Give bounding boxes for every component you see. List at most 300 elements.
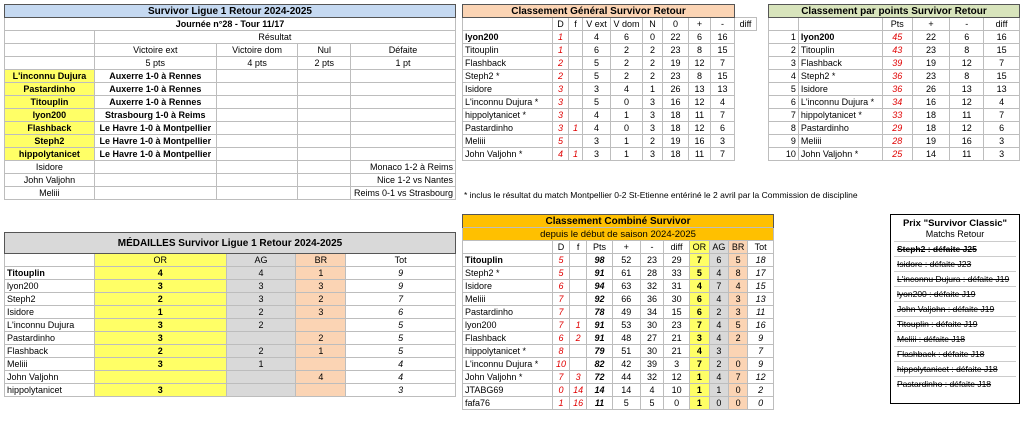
combined-cell: 51	[612, 345, 640, 358]
match-def: Nice 1-2 vs Nantes	[351, 174, 456, 187]
points-cell: 14	[912, 148, 950, 161]
combined-cell	[570, 306, 587, 319]
player-name: lyon200	[5, 280, 95, 293]
general-col: N	[643, 18, 663, 31]
prix-subtitle: Matchs Retour	[925, 229, 985, 239]
general-cell: 4	[583, 31, 611, 44]
match-ext	[94, 161, 216, 174]
general-row	[463, 122, 757, 135]
combined-cell: 30	[640, 319, 664, 332]
player-name: Steph2	[5, 135, 95, 148]
points-cell: 13	[950, 83, 984, 96]
points-cell: 10	[769, 148, 799, 161]
prix-list	[891, 241, 1019, 391]
combined-cell: 0	[552, 384, 569, 397]
points-cell: 29	[882, 122, 912, 135]
match-dom	[216, 174, 298, 187]
combined-cell: 23	[664, 319, 690, 332]
medals-row	[5, 293, 456, 306]
medals-cell: 6	[346, 306, 456, 319]
pts-def: 1 pt	[351, 57, 456, 70]
general-cell	[569, 135, 583, 148]
combined-row	[463, 319, 774, 332]
medals-cell	[296, 319, 346, 332]
general-cell: 8	[689, 70, 711, 83]
general-cell: 2	[643, 44, 663, 57]
medals-row	[5, 306, 456, 319]
medals-row	[5, 319, 456, 332]
player-name: L'inconnu Dujura *	[463, 358, 553, 371]
match-nul	[298, 148, 351, 161]
survivor-row	[5, 109, 456, 122]
general-row	[463, 83, 757, 96]
medals-cell: 3	[94, 384, 226, 397]
combined-row	[463, 371, 774, 384]
prix-entry: Titouplin : défaite J19	[894, 316, 1016, 331]
match-ext: Auxerre 1-0 à Rennes	[94, 96, 216, 109]
player-name: Isidore	[798, 83, 882, 96]
combined-cell: 6	[552, 332, 569, 345]
general-cell: 3	[553, 83, 569, 96]
general-cell: 18	[663, 148, 689, 161]
points-cell: 16	[950, 135, 984, 148]
general-ranking-table	[462, 4, 757, 161]
general-cell: 5	[583, 57, 611, 70]
combined-cell: 1	[552, 397, 569, 410]
survivor-title: Survivor Ligue 1 Retour 2024-2025	[5, 5, 456, 18]
medals-cell: 2	[94, 293, 226, 306]
general-row	[463, 44, 757, 57]
combined-col: f	[570, 241, 587, 254]
player-name: John Valjohn *	[463, 371, 553, 384]
player-name: Steph2	[5, 293, 95, 306]
medals-cell: 3	[296, 306, 346, 319]
combined-cell: 16	[748, 319, 774, 332]
combined-cell: 91	[587, 267, 613, 280]
combined-subtitle: depuis le début de saison 2024-2025	[463, 228, 774, 241]
prix-box	[890, 214, 1020, 404]
general-row	[463, 148, 757, 161]
pts-ext: 5 pts	[94, 57, 216, 70]
points-cell: 28	[882, 135, 912, 148]
match-ext: Strasbourg 1-0 à Reims	[94, 109, 216, 122]
combined-rows	[463, 254, 774, 410]
general-cell: 5	[553, 135, 569, 148]
player-name: John Valjohn *	[798, 148, 882, 161]
medals-cell: 5	[346, 319, 456, 332]
match-dom	[216, 83, 298, 96]
general-cell: 12	[689, 122, 711, 135]
general-row	[463, 57, 757, 70]
prix-entry: L'inconnu Dujura : défaite J19	[894, 271, 1016, 286]
combined-cell: 0	[729, 358, 748, 371]
combined-cell: 63	[612, 280, 640, 293]
combined-row	[463, 358, 774, 371]
combined-col: Tot	[748, 241, 774, 254]
points-row	[769, 135, 1020, 148]
combined-cell	[570, 280, 587, 293]
combined-row	[463, 293, 774, 306]
general-col: -	[711, 18, 735, 31]
player-name: L'inconnu Dujura *	[798, 96, 882, 109]
combined-cell: 5	[640, 397, 664, 410]
combined-cell: 92	[587, 293, 613, 306]
combined-cell: 7	[748, 345, 774, 358]
combined-col: AG	[709, 241, 728, 254]
match-def	[351, 96, 456, 109]
match-nul	[298, 70, 351, 83]
player-name: hippolytanicet *	[463, 345, 553, 358]
general-cell: 1	[569, 122, 583, 135]
match-nul	[298, 187, 351, 200]
combined-cell: 1	[689, 397, 709, 410]
player-name: Titouplin	[798, 44, 882, 57]
combined-cell: 27	[640, 332, 664, 345]
general-cell: 26	[663, 83, 689, 96]
match-dom	[216, 135, 298, 148]
combined-cell: 13	[748, 293, 774, 306]
player-name: lyon200	[798, 31, 882, 44]
general-cell: 22	[663, 31, 689, 44]
medals-cell: 9	[346, 267, 456, 280]
medals-cell: 3	[94, 280, 226, 293]
medals-cell: 4	[94, 267, 226, 280]
combined-cell: 4	[640, 384, 664, 397]
combined-cell: 91	[587, 319, 613, 332]
points-col: diff	[984, 18, 1020, 31]
combined-cell: 5	[552, 267, 569, 280]
combined-cell: 21	[664, 345, 690, 358]
player-name: L'inconnu Dujura *	[463, 96, 553, 109]
combined-cell: 28	[640, 267, 664, 280]
combined-cell: 72	[587, 371, 613, 384]
points-row	[769, 83, 1020, 96]
general-cell: 0	[643, 31, 663, 44]
combined-cell: 29	[664, 254, 690, 267]
combined-cell: 66	[612, 293, 640, 306]
general-cell: 13	[711, 83, 735, 96]
general-cell: 2	[553, 57, 569, 70]
combined-row	[463, 280, 774, 293]
combined-cell: 6	[689, 306, 709, 319]
medals-cell: 9	[346, 280, 456, 293]
general-cell: 4	[583, 109, 611, 122]
points-cell: 15	[984, 70, 1020, 83]
combined-cell: 3	[664, 358, 690, 371]
medals-row	[5, 345, 456, 358]
combined-cell: 4	[709, 371, 728, 384]
player-name: lyon200	[463, 319, 553, 332]
col-victoire-dom: Victoire dom	[216, 44, 298, 57]
general-cell: 12	[689, 96, 711, 109]
player-name: L'inconnu Dujura	[5, 70, 95, 83]
general-cell	[569, 57, 583, 70]
general-col: diff	[735, 18, 757, 31]
combined-cell: 2	[709, 306, 728, 319]
general-cell: 18	[663, 122, 689, 135]
general-header-row	[463, 18, 757, 31]
combined-cell: 36	[640, 293, 664, 306]
general-cell	[569, 31, 583, 44]
general-cell: 12	[689, 57, 711, 70]
combined-cell	[570, 254, 587, 267]
combined-cell: 14	[570, 384, 587, 397]
points-cell: 36	[882, 70, 912, 83]
general-cell: 23	[663, 70, 689, 83]
survivor-row	[5, 135, 456, 148]
general-cell: 16	[711, 31, 735, 44]
combined-cell: 1	[689, 371, 709, 384]
medals-cell: 4	[346, 358, 456, 371]
survivor-row	[5, 174, 456, 187]
medals-cell: 7	[346, 293, 456, 306]
general-cell: 4	[711, 96, 735, 109]
points-title: Classement par points Survivor Retour	[769, 5, 1020, 18]
medals-cell: 3	[94, 332, 226, 345]
points-cell: 7	[984, 57, 1020, 70]
points-rows	[769, 31, 1020, 161]
combined-cell: 94	[587, 280, 613, 293]
combined-col: OR	[689, 241, 709, 254]
general-cell: 16	[689, 135, 711, 148]
general-cell: 18	[663, 109, 689, 122]
combined-cell: 61	[612, 267, 640, 280]
medals-cell: 2	[296, 332, 346, 345]
combined-cell: 52	[612, 254, 640, 267]
combined-row	[463, 345, 774, 358]
points-cell: 5	[769, 83, 799, 96]
general-cell: 7	[711, 148, 735, 161]
combined-cell: 30	[640, 345, 664, 358]
medals-table	[4, 232, 456, 397]
match-def: Reims 0-1 vs Strasbourg	[351, 187, 456, 200]
points-cell: 18	[912, 109, 950, 122]
player-name: John Valjohn	[5, 174, 95, 187]
points-row	[769, 70, 1020, 83]
points-cell: 4	[984, 96, 1020, 109]
pts-dom: 4 pts	[216, 57, 298, 70]
combined-cell: 32	[640, 280, 664, 293]
medals-cell	[226, 384, 296, 397]
combined-cell: 5	[689, 267, 709, 280]
player-name: hippolytanicet	[5, 384, 95, 397]
player-name: Flashback	[463, 332, 553, 345]
player-name: Pastardinho	[798, 122, 882, 135]
points-row	[769, 96, 1020, 109]
medals-title: MÉDAILLES Survivor Ligue 1 Retour 2024-2025	[5, 233, 456, 254]
combined-cell: 8	[552, 345, 569, 358]
survivor-table	[4, 4, 456, 200]
combined-ranking-table	[462, 214, 774, 410]
general-cell: 23	[663, 44, 689, 57]
general-cell: 3	[643, 96, 663, 109]
match-ext: Le Havre 1-0 à Montpellier	[94, 135, 216, 148]
match-dom	[216, 161, 298, 174]
survivor-row	[5, 148, 456, 161]
combined-cell: 7	[689, 319, 709, 332]
medals-cell: 3	[296, 280, 346, 293]
combined-cell: 7	[552, 319, 569, 332]
combined-cell: 3	[729, 293, 748, 306]
combined-cell	[729, 345, 748, 358]
prix-entry: lyon200 : défaite J19	[894, 286, 1016, 301]
match-def	[351, 122, 456, 135]
medals-rows	[5, 267, 456, 397]
combined-cell: 3	[689, 332, 709, 345]
prix-entry: Meliii : défaite J18	[894, 331, 1016, 346]
combined-cell: 1	[570, 319, 587, 332]
medals-col-tot: Tot	[346, 254, 456, 267]
medals-cell: 3	[94, 319, 226, 332]
combined-cell: 14	[587, 384, 613, 397]
points-cell: 36	[882, 83, 912, 96]
player-name: Flashback	[463, 57, 553, 70]
combined-cell: 7	[552, 306, 569, 319]
player-name: Meliii	[463, 135, 553, 148]
medals-cell: 1	[296, 345, 346, 358]
general-cell: 3	[583, 135, 611, 148]
match-def	[351, 70, 456, 83]
combined-cell: 0	[729, 384, 748, 397]
combined-cell: 39	[640, 358, 664, 371]
general-cell: 3	[553, 109, 569, 122]
combined-cell: 4	[689, 345, 709, 358]
points-col: Pts	[882, 18, 912, 31]
general-cell: 3	[643, 122, 663, 135]
combined-row	[463, 384, 774, 397]
match-def	[351, 83, 456, 96]
prix-title: Prix "Survivor Classic"	[902, 218, 1008, 229]
points-cell: 3	[984, 148, 1020, 161]
general-cell: 13	[689, 83, 711, 96]
match-dom	[216, 122, 298, 135]
player-name: Flashback	[5, 345, 95, 358]
player-name: Isidore	[463, 83, 553, 96]
medals-cell: 3	[94, 358, 226, 371]
survivor-row	[5, 96, 456, 109]
medals-cell: 2	[226, 306, 296, 319]
combined-cell: 0	[748, 397, 774, 410]
general-cell: 3	[643, 148, 663, 161]
player-name: Pastardinho	[5, 332, 95, 345]
points-cell: 9	[769, 135, 799, 148]
combined-cell: 8	[729, 267, 748, 280]
combined-cell: 15	[748, 280, 774, 293]
combined-cell: 4	[729, 280, 748, 293]
points-cell: 12	[950, 96, 984, 109]
combined-cell: 9	[748, 358, 774, 371]
combined-cell: 12	[748, 371, 774, 384]
combined-cell: 9	[748, 332, 774, 345]
general-cell: 2	[611, 57, 643, 70]
combined-cell: 1	[689, 384, 709, 397]
general-cell: 1	[611, 135, 643, 148]
points-cell: 45	[882, 31, 912, 44]
combined-col: Pts	[587, 241, 613, 254]
general-cell: 4	[583, 122, 611, 135]
combined-cell: 4	[709, 332, 728, 345]
medals-cell: 4	[346, 371, 456, 384]
player-name: Flashback	[798, 57, 882, 70]
match-def	[351, 109, 456, 122]
medals-cell: 1	[94, 306, 226, 319]
medals-row	[5, 358, 456, 371]
general-cell: 7	[711, 57, 735, 70]
player-name: Steph2 *	[463, 70, 553, 83]
combined-cell: 5	[729, 254, 748, 267]
general-cell: 6	[611, 31, 643, 44]
player-name: Pastardinho	[5, 83, 95, 96]
player-name: John Valjohn	[5, 371, 95, 384]
player-name: hippolytanicet *	[463, 109, 553, 122]
general-col: f	[569, 18, 583, 31]
general-cell: 1	[569, 148, 583, 161]
player-name: hippolytanicet *	[798, 109, 882, 122]
combined-row	[463, 254, 774, 267]
general-row	[463, 70, 757, 83]
medals-cell: 5	[346, 332, 456, 345]
general-col: V dom	[611, 18, 643, 31]
medals-cell: 2	[226, 345, 296, 358]
general-cell: 2	[611, 70, 643, 83]
match-ext: Auxerre 1-0 à Rennes	[94, 70, 216, 83]
player-name: Isidore	[5, 306, 95, 319]
col-defaite: Défaite	[351, 44, 456, 57]
general-cell: 16	[663, 96, 689, 109]
points-cell: 7	[984, 109, 1020, 122]
general-cell: 3	[643, 109, 663, 122]
points-cell: 3	[769, 57, 799, 70]
match-dom	[216, 96, 298, 109]
combined-cell: 34	[640, 306, 664, 319]
combined-row	[463, 332, 774, 345]
combined-cell: 2	[748, 384, 774, 397]
combined-cell: 2	[570, 332, 587, 345]
points-cell: 2	[769, 44, 799, 57]
points-cell: 16	[984, 31, 1020, 44]
points-cell: 13	[984, 83, 1020, 96]
medals-cell: 2	[296, 293, 346, 306]
medals-row	[5, 371, 456, 384]
combined-cell: 17	[748, 267, 774, 280]
combined-cell: 4	[709, 319, 728, 332]
col-victoire-ext: Victoire ext	[94, 44, 216, 57]
combined-cell: 33	[664, 267, 690, 280]
medals-cell	[226, 371, 296, 384]
combined-header-row	[463, 241, 774, 254]
general-cell: 1	[643, 83, 663, 96]
player-name: Titouplin	[463, 44, 553, 57]
survivor-row	[5, 187, 456, 200]
player-name: JTABG69	[463, 384, 553, 397]
player-name: Titouplin	[5, 267, 95, 280]
combined-title: Classement Combiné Survivor	[463, 215, 774, 228]
prix-entry: Pastardinho : défaite J18	[894, 376, 1016, 391]
general-cell: 6	[689, 31, 711, 44]
combined-cell: 6	[689, 293, 709, 306]
survivor-row	[5, 83, 456, 96]
general-rows	[463, 31, 757, 161]
medals-cell: 2	[226, 319, 296, 332]
result-label: Résultat	[94, 31, 455, 44]
combined-cell: 91	[587, 332, 613, 345]
combined-cell: 15	[664, 306, 690, 319]
points-cell: 18	[912, 122, 950, 135]
match-nul	[298, 122, 351, 135]
match-def	[351, 148, 456, 161]
combined-cell: 14	[612, 384, 640, 397]
match-nul	[298, 161, 351, 174]
